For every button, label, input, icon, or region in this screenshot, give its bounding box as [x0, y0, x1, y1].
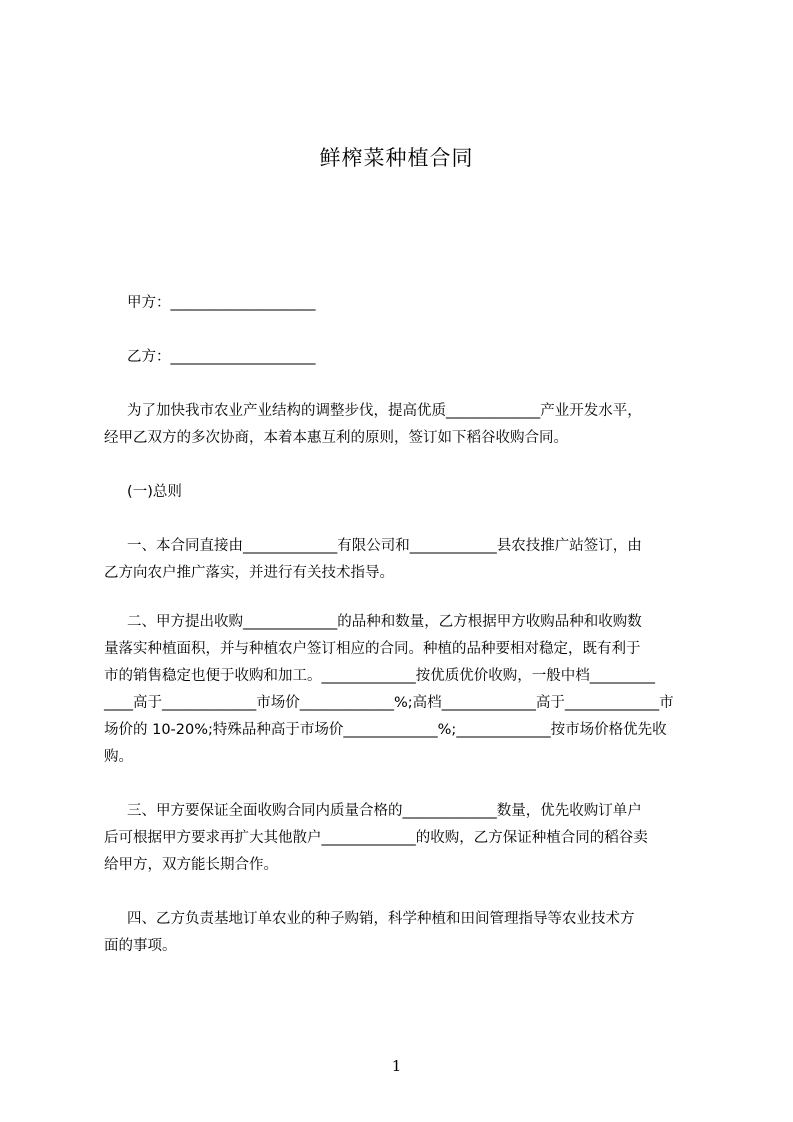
- preamble-line-1: 为了加快我市农业产业结构的调整步伐，提高优质_____________产业开发水平，: [104, 403, 642, 419]
- section-heading-general: (一)总则: [104, 484, 182, 500]
- page-number: 1: [391, 1057, 402, 1075]
- clause-3-line-2: 后可根据甲方要求再扩大其他散户_____________的收购，乙方保证种植合同的稻谷卖: [104, 830, 648, 846]
- clause-2-line-6: 购。: [104, 749, 133, 765]
- party-a-line: 甲方：____________________: [104, 295, 316, 311]
- clause-1-line-1: 一、本合同直接由_____________有限公司和____________县农技推广站签订，由: [104, 538, 642, 554]
- clause-4-line-1: 四、乙方负责基地订单农业的种子购销，科学种植和田间管理指导等农业技术方: [104, 911, 635, 927]
- clause-3-line-1: 三、甲方要保证全面收购合同内质量合格的_____________数量，优先收购订单户: [104, 803, 642, 819]
- clause-2-line-4: ____高于_____________市场价_____________%;高档_____________高于_____________市: [104, 695, 674, 711]
- clause-4-line-2: 面的事项。: [104, 938, 177, 954]
- preamble-line-2: 经甲乙双方的多次协商，本着本惠互利的原则，签订如下稻谷收购合同。: [104, 430, 568, 446]
- party-b-line: 乙方：____________________: [104, 349, 316, 365]
- clause-3-line-3: 给甲方，双方能长期合作。: [104, 857, 278, 873]
- clause-2-line-2: 量落实种植面积，并与种植农户签订相应的合同。种植的品种要相对稳定，既有利于: [104, 641, 641, 657]
- clause-2-line-5: 场价的 10-20%;特殊品种高于市场价_____________%;_____________按市场价格优先收: [104, 722, 667, 738]
- document-title: 鲜榨菜种植合同: [319, 146, 474, 170]
- clause-2-line-3: 市的销售稳定也便于收购和加工。_____________按优质优价收购，一般中档_________: [104, 668, 655, 684]
- clause-1-line-2: 乙方向农户推广落实，并进行有关技术指导。: [104, 565, 394, 581]
- clause-2-line-1: 二、甲方提出收购_____________的品种和数量，乙方根据甲方收购品种和收购数: [104, 614, 642, 630]
